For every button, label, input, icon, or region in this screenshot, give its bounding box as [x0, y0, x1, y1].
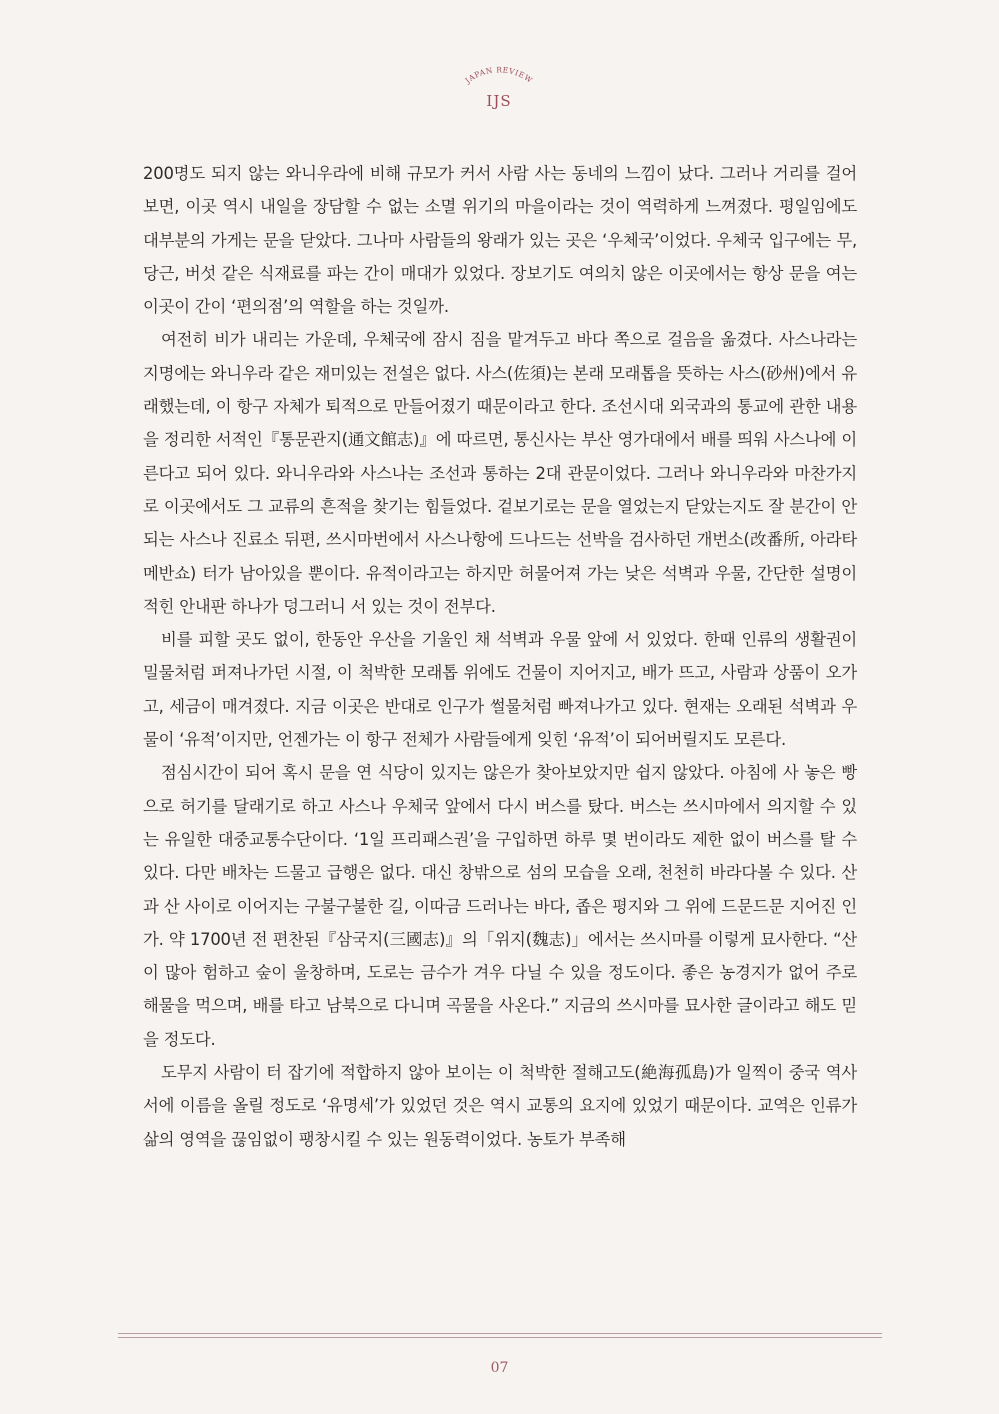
logo-arc-label: JAPAN REVIEW	[463, 65, 535, 86]
paragraph: 여전히 비가 내리는 가운데, 우체국에 잠시 짐을 맡겨두고 바다 쪽으로 걸음을 옮겼다. 사스나라는 지명에는 와니우라 같은 재미있는 전설은 없다. 사스(佐須)는 본래 모래톱을 뜻하는 사스(砂州)에서 유래했는데, 이 항구 자체가 퇴적으로 만들어졌기 때문이라고 한다. 조선시대 외국과의 통교에 관한 내용을 정리한 서적인『통문관지(通文館志)』에 따르면, 통신사는 부산 영가대에서 배를 띄워 사스나에 이른다고 되어 있다. 와니우라와 사스나는 조선과 통하는 2대 관문이었다. 그러나 와니우라와 마찬가지로 이곳에서도 그 교류의 흔적을 찾기는 힘들었다. 겉보기로는 문을 열었는지 닫았는지도 잘 분간이 안 되는 사스나 진료소 뒤편, 쓰시마번에서 사스나항에 드나드는 선박을 검사하던 개번소(改番所, 아라타메반쇼) 터가 남아있을 뿐이다. 유적이라고는 하지만 허물어져 가는 낮은 석벽과 우물, 간단한 설명이 적힌 안내판 하나가 덩그러니 서 있는 것이 전부다.	[143, 330, 857, 616]
footer-divider	[118, 1337, 882, 1338]
paragraph: 200명도 되지 않는 와니우라에 비해 규모가 커서 사람 사는 동네의 느낌이 났다. 그러나 거리를 걸어보면, 이곳 역시 내일을 장담할 수 없는 소멸 위기의 마을이라는 것이 역력하게 느껴졌다. 평일임에도 대부분의 가게는 문을 닫았다. 그나마 사람들의 왕래가 있는 곳은 ‘우체국’이었다. 우체국 입구에는 무, 당근, 버섯 같은 식재료를 파는 간이 매대가 있었다. 장보기도 여의치 않은 이곳에서는 항상 문을 여는 이곳이 간이 ‘편의점’의 역할을 하는 것일까.	[143, 164, 857, 317]
footer-divider	[118, 1333, 882, 1334]
journal-logo	[449, 58, 549, 118]
page-number: 07	[490, 1360, 509, 1376]
article-body	[143, 157, 857, 1156]
paragraph: 점심시간이 되어 혹시 문을 연 식당이 있지는 않은가 찾아보았지만 쉽지 않았다. 아침에 사 놓은 빵으로 허기를 달래기로 하고 사스나 우체국 앞에서 다시 버스를 탔다. 버스는 쓰시마에서 의지할 수 있는 유일한 대중교통수단이다. ‘1일 프리패스권’을 구입하면 하루 몇 번이라도 제한 없이 버스를 탈 수 있다. 다만 배차는 드물고 급행은 없다. 대신 창밖으로 섬의 모습을 오래, 천천히 바라다볼 수 있다. 산과 산 사이로 이어지는 구불구불한 길, 이따금 드러나는 바다, 좁은 평지와 그 위에 드문드문 지어진 인가. 약 1700년 전 편찬된『삼국지(三國志)』의「위지(魏志)」에서는 쓰시마를 이렇게 묘사한다. “산이 많아 험하고 숲이 울창하며, 도로는 금수가 겨우 다닐 수 있을 정도이다. 좋은 농경지가 없어 주로 해물을 먹으며, 배를 타고 남북으로 다니며 곡물을 사온다.” 지금의 쓰시마를 묘사한 글이라고 해도 믿을 정도다.	[143, 763, 857, 1049]
paragraph: 비를 피할 곳도 없이, 한동안 우산을 기울인 채 석벽과 우물 앞에 서 있었다. 한때 인류의 생활권이 밀물처럼 퍼져나가던 시절, 이 척박한 모래톱 위에도 건물이 지어지고, 배가 뜨고, 사람과 상품이 오가고, 세금이 매겨졌다. 지금 이곳은 반대로 인구가 썰물처럼 빠져나가고 있다. 현재는 오래된 석벽과 우물이 ‘유적’이지만, 언젠가는 이 항구 전체가 사람들에게 잊힌 ‘유적’이 되어버릴지도 모른다.	[143, 630, 857, 750]
svg-text:JAPAN REVIEW	[463, 65, 535, 85]
logo-initials: IJS	[486, 92, 512, 110]
paragraph: 도무지 사람이 터 잡기에 적합하지 않아 보이는 이 척박한 절해고도(絶海孤島)가 일찍이 중국 역사서에 이름을 올릴 정도로 ‘유명세’가 있었던 것은 역시 교통의 요지에 있었기 때문이다. 교역은 인류가 삶의 영역을 끊임없이 팽창시킬 수 있는 원동력이었다. 농토가 부족해	[143, 1063, 857, 1149]
